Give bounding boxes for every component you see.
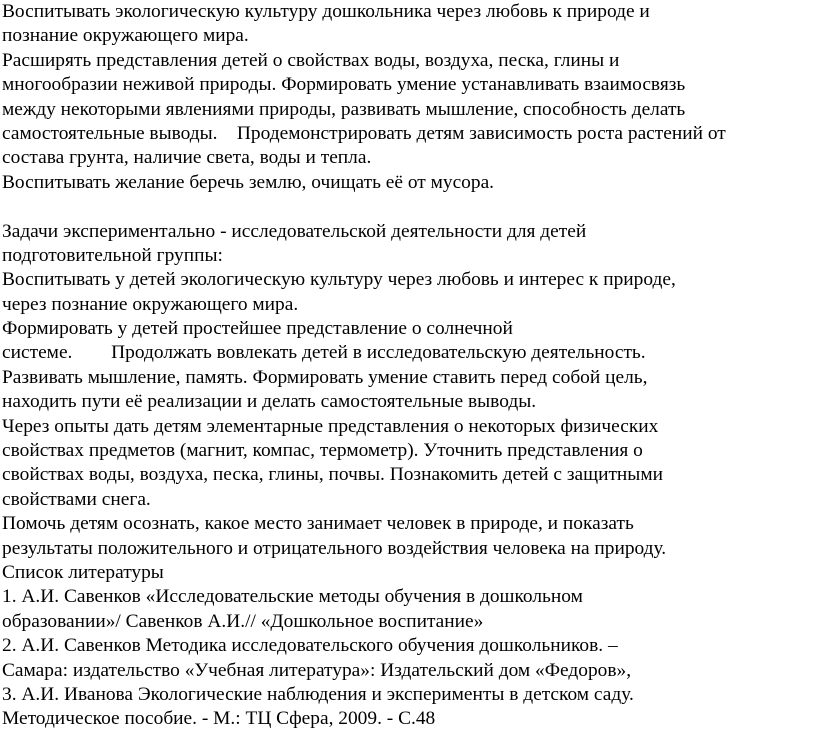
goal-line-4: многообразии неживой природы. Формировать умение устанавливать взаимосвязь: [2, 74, 686, 96]
references-heading: Список литературы: [2, 561, 164, 583]
reference-line-3: 2. А.И. Савенков Методика исследовательского обучения дошкольников. –: [2, 635, 618, 657]
reference-line-2: образовании»/ Савенков А.И.// «Дошкольное воспитание»: [2, 610, 484, 632]
task-line-9: свойствах воды, воздуха, песка, глины, почвы. Познакомить детей с защитными: [2, 464, 663, 486]
reference-line-5: 3. А.И. Иванова Экологические наблюдения и эксперименты в детском саду.: [2, 683, 634, 705]
goal-line-2: познание окружающего мира.: [2, 25, 249, 47]
goal-line-6: самостоятельные выводы. Продемонстрировать детям зависимость роста растений от: [2, 122, 726, 144]
goal-line-7: состава грунта, наличие света, воды и тепла.: [2, 147, 372, 169]
reference-line-6: Методическое пособие. - М.: ТЦ Сфера, 2009. - С.48: [2, 708, 436, 730]
goal-line-8: Воспитывать желание беречь землю, очищать её от мусора.: [2, 171, 495, 193]
task-line-8: свойствах предметов (магнит, компас, термометр). Уточнить представления о: [2, 440, 643, 462]
reference-line-1: 1. А.И. Савенков «Исследовательские методы обучения в дошкольном: [2, 586, 583, 608]
task-line-12: результаты положительного и отрицательного воздействия человека на природу.: [2, 537, 667, 559]
tasks-heading-line-1: Задачи экспериментально - исследовательской деятельности для детей: [2, 220, 587, 242]
task-line-6: находить пути её реализации и делать самостоятельные выводы.: [2, 391, 537, 413]
reference-line-4: Самара: издательство «Учебная литература»: Издательский дом «Федоров»,: [2, 659, 632, 681]
task-line-5: Развивать мышление, память. Формировать умение ставить перед собой цель,: [2, 366, 648, 388]
blank-line: [2, 195, 814, 219]
goal-line-5: между некоторыми явлениями природы, развивать мышление, способность делать: [2, 98, 686, 120]
task-line-1: Воспитывать у детей экологическую культуру через любовь и интерес к природе,: [2, 269, 676, 291]
task-line-3: Формировать у детей простейшее представление о солнечной: [2, 318, 513, 340]
task-line-7: Через опыты дать детям элементарные представления о некоторых физических: [2, 415, 659, 437]
task-line-10: свойствами снега.: [2, 488, 151, 510]
task-line-4: системе. Продолжать вовлекать детей в исследовательскую деятельность.: [2, 342, 646, 364]
task-line-2: через познание окружающего мира.: [2, 293, 299, 315]
tasks-heading-line-2: подготовительной группы:: [2, 244, 223, 266]
document-body: [2, 0, 814, 732]
goal-line-1: Воспитывать экологическую культуру дошкольника через любовь к природе и: [2, 1, 650, 22]
goal-line-3: Расширять представления детей о свойствах воды, воздуха, песка, глины и: [2, 49, 620, 71]
task-line-11: Помочь детям осознать, какое место занимает человек в природе, и показать: [2, 513, 634, 535]
